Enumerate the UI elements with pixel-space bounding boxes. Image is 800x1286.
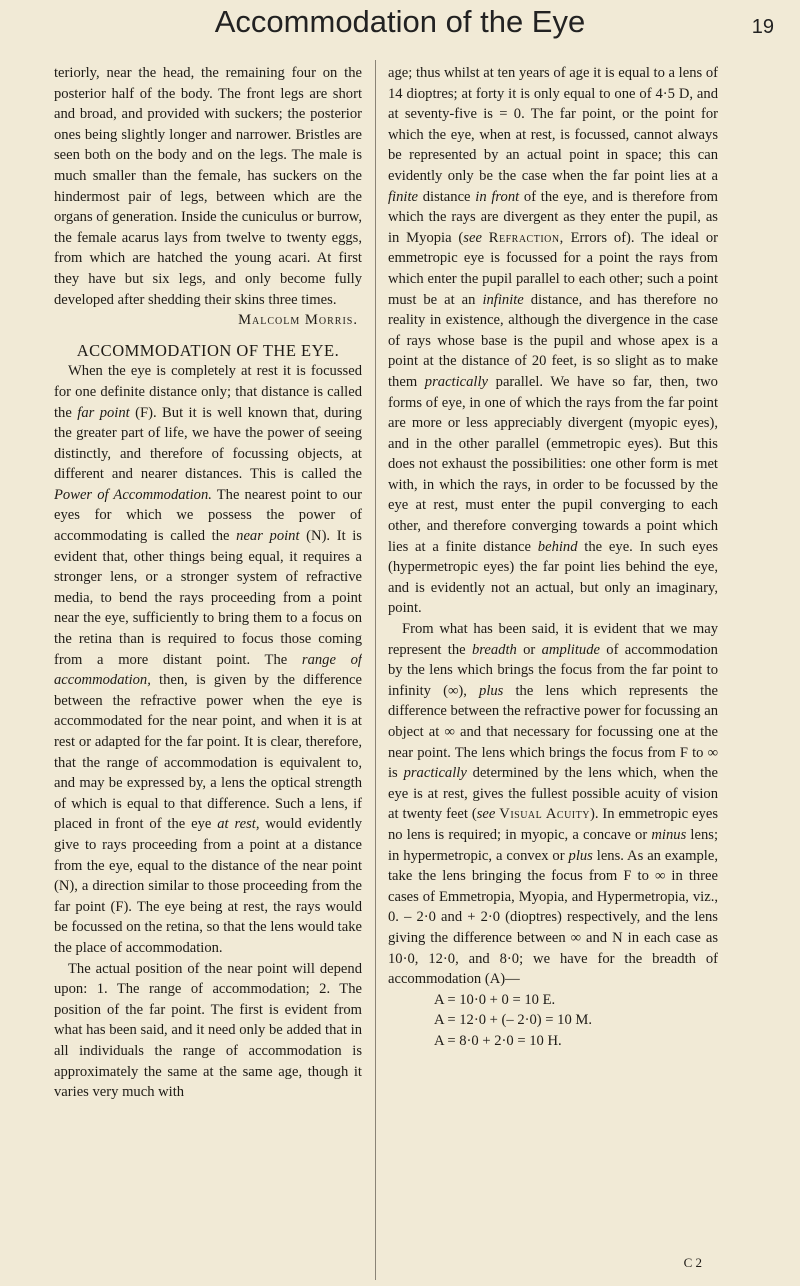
- accommodation-paragraph-1: When the eye is completely at rest it is focussed for one definite distance only; that distance is called the far point (F). But it is well known that, during the greater part of life, we have the power of seeing distinctly, and therefore of focussing objects, at different and nearer distances. This is called the Power of Accommodation. The nearest point to our eyes for which we possess the power of accommodating is called the near point (N). It is evident that, other things being equal, it requires a stronger lens, or a stronger system of refractive media, to bend the rays proceeding from a point near the eye, sufficiently to bring them to a focus on the retina than is required to focus those coming from a more distant point. The range of accommodation, then, is given by the difference between the refractive power when the eye is accommodated for the near point, and when it is at rest or adapted for the far point. It is clear, therefore, that the range of accommodation is equivalent to, and may be expressed by, a lens the optical strength of which is equal to that difference. Such a lens, if placed in front of the eye at rest, would evidently give to rays proceeding from a point at a distance from the eye, equal to the distance of the near point (N), a direction similar to those proceeding from the far point (F). The eye being at rest, the rays would be focussed on the retina, so that the lens would take the place of accommodation.: [54, 363, 362, 956]
- column-divider: [375, 60, 376, 1280]
- accommodation-paragraph-2: The actual position of the near point will depend upon: 1. The range of accommodation; 2. The position of the far point. The first is evident from what has been said, and it need only be added that in all individuals the range of accommodation is approximately the same at the same age, though it varies very much with: [54, 960, 362, 1101]
- visual-acuity-cross-reference: Visual Acuity: [499, 806, 590, 823]
- breadth-paragraph: From what has been said, it is evident that we may represent the breadth or amplitude of accommodation by the lens which brings the focus from the far point to infinity (∞), plus the lens which represents the difference between the refractive power for focussing an object at ∞ and that necessary for focussing one at the near point. The lens which brings the focus from F to ∞ is practically determined by the lens which, when the eye is at rest, gives the fullest possible acuity of vision at twenty feet (see Visual Acuity). In emmetropic eyes no lens is required; in myopic, a concave or minus lens; in hypermetropic, a convex or plus lens. As an example, take the lens bringing the focus from F to ∞ in three cases of Emmetropia, Myopia, and Hypermetropia, viz., 0. – 2·0 and + 2·0 (dioptres) respectively, and the lens giving the difference between ∞ and N in each case as 10·0, 12·0, and 8·0; we have for the breadth of accommodation (A)—: [388, 621, 718, 988]
- article-heading: ACCOMMODATION OF THE EYE.: [76, 340, 340, 360]
- refraction-cross-reference: Refraction,: [488, 229, 564, 246]
- right-column: [388, 63, 718, 1275]
- signature-mark: C 2: [683, 1255, 702, 1270]
- page-running-title: Accommodation of the Eye: [214, 4, 586, 39]
- equation-hypermetropia: A = 8·0 + 2·0 = 10 H.: [434, 1032, 562, 1049]
- equation-emmetropia: A = 10·0 + 0 = 10 E.: [434, 991, 556, 1008]
- author-signature: Malcolm Morris.: [238, 312, 358, 329]
- far-point-paragraph: age; thus whilst at ten years of age it is equal to a lens of 14 dioptres; at forty it is only equal to one of 4·5 D, and at seventy-five is = 0. The far point, or the point for which the eye, when at rest, is focussed, cannot always be represented by an actual point in space; this can evidently only be the case when the far point lies at a finite distance in front of the eye, and is therefore from which the rays are divergent as they enter the pupil, as in Myopia (see Refraction, Errors of). The ideal or emmetropic eye is focussed for a point the rays from which enter the pupil parallel to each other; such a point must be at an infinite distance, and has therefore no reality in existence, although the divergence in the case of rays whose base is the pupil and whose apex is a point at the distance of 20 feet, is so slight as to make them practically parallel. We have so far, then, two forms of eye, in one of which the rays from the far point are more or less appreciably divergent (myopic eyes), and in the other parallel (emmetropic eyes). But this does not exhaust the possibilities: one other form is met with, in which the rays, in order to be focussed by the eye at rest, must enter the pupil converging to each other, and therefore converging towards a point which lies at a finite distance behind the eye. In such eyes (hypermetropic eyes) the far point lies behind the eye, and is evidently not an actual, but only an imaginary, point.: [388, 65, 718, 617]
- running-head: [0, 0, 800, 62]
- left-column: [54, 63, 362, 1275]
- acarus-paragraph: teriorly, near the head, the remaining four on the posterior half of the body. The front legs are short and broad, and provided with suckers; the posterior ones being slightly longer and narrower. Bristles are seen both on the body and on the legs. The male is much smaller than the female, has suckers on the hindermost pair of legs, between which are the organs of generation. Inside the cuniculus or burrow, the female acarus lays from twelve to twenty eggs, from which are hatched the young acari. At first they have but six legs, and only become fully developed after shedding their skins three times.: [54, 65, 362, 308]
- equation-myopia: A = 12·0 + (– 2·0) = 10 M.: [434, 1012, 593, 1029]
- page-number: 19: [751, 16, 774, 38]
